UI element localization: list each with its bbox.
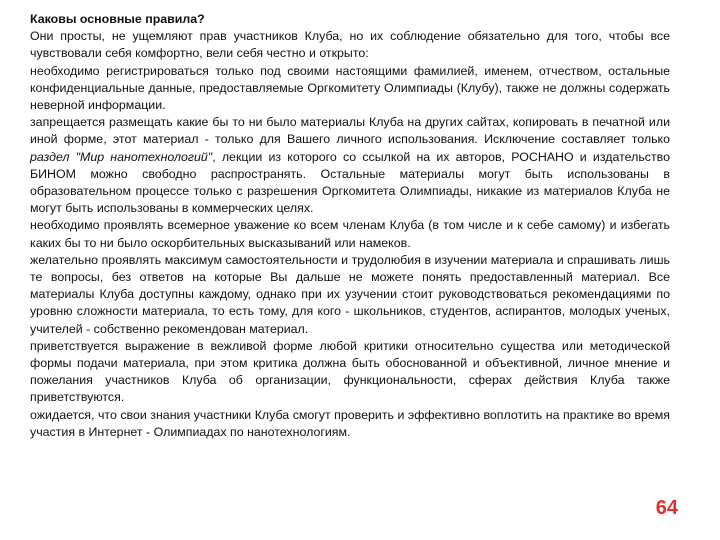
document-body [30,11,670,441]
page-title: Каковы основные правила? [30,12,205,26]
rule-criticism: приветствуется выражение в вежливой форме любой критики относительно существа или методической формы подачи материала, при этом критика должна быть обоснованной и объективной, личное мнение и пожелания участников Клуба об организации, функциональности, сферах действия Клуба также приветствуются. [30,338,670,405]
rule-copying [30,114,670,217]
rule-independence: желательно проявлять максимум самостоятельности и трудолюбия в изучении материала и спрашивать лишь те вопросы, без ответов на которые Вы дальше не можете понять предоставленный материал. Все материалы Клуба доступны каждому, однако при их узучении стоит руководствоваться рекомендациями по уровню сложности материала, то есть тому, для кого - школьников, студентов, аспирантов, молодых ученых, учителей - собственно рекомендован материал. [30,252,670,336]
rule-registration: необходимо регистрироваться только под своими настоящими фамилией, именем, отчеством, остальные конфиденциальные данные, предоставляемые Оргкомитету Олимпиады (Клубу), также не должны содержать неверной информации. [30,63,670,113]
rule-copying-text-start: запрещается размещать какие бы то ни было материалы Клуба на других сайтах, копировать в печатной или иной форме, этот материал - только для Вашего личного использования. Исключение составляет только [30,115,670,147]
rule-copying-text-end: , лекции из которого со ссылкой на их авторов, РОСНАНО и издательство БИНОМ можно свободно распространять. Остальные материалы могут быть использованы в образовательном процессе только с разрешения Оргкомитета Олимпиады, никакие из материалов Клуба не могут быть использованы в коммерческих целях. [30,149,670,216]
intro-paragraph: Они просты, не ущемляют прав участников Клуба, но их соблюдение обязательно для того, чтобы все чувствовали себя комфортно, вели себя честно и открыто: [30,29,670,61]
rule-copying-section-link: раздел "Мир нанотехнологий" [30,149,213,164]
rule-olympiad: ожидается, что свои знания участники Клуба смогут проверить и эффективно воплотить на практике во время участия в Интернет - Олимпиадах по нанотехнологиям. [30,407,670,439]
page-number: 64 [655,497,678,519]
rule-respect: необходимо проявлять всемерное уважение ко всем членам Клуба (в том числе и к себе самому) и избегать каких бы то ни было оскорбительных высказываний или намеков. [30,218,670,250]
